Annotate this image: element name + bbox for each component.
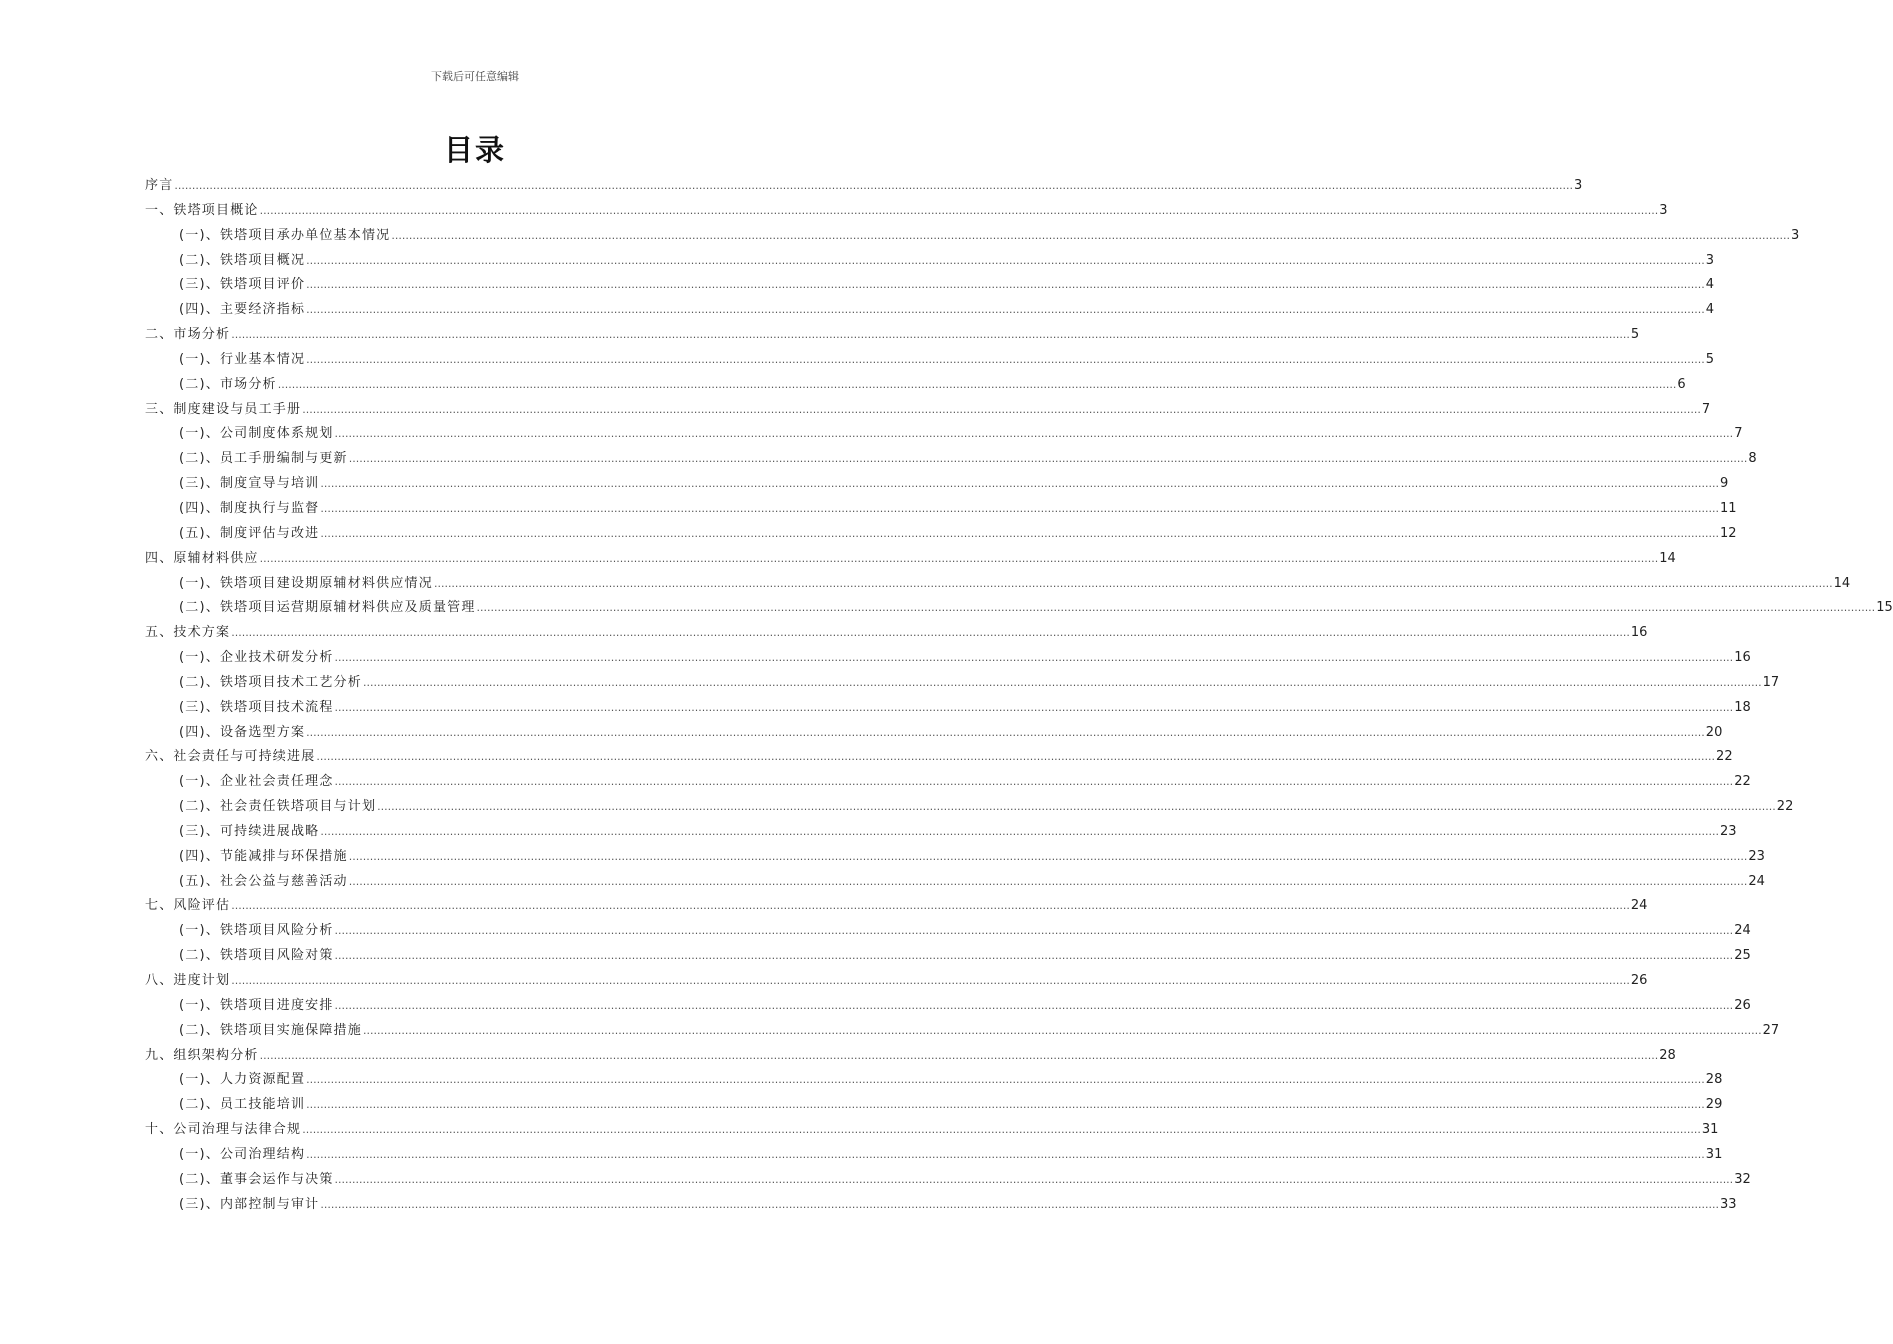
toc-entry[interactable] [145,472,1729,497]
toc-entry-label: 六、社会责任与可持续进展 [145,749,316,765]
toc-entry-label: (二)、市场分析 [179,376,277,392]
toc-dot-leader: ................................................................................................................................................................................................................................................................................................................................................................................................................ [320,1197,1719,1211]
toc-entry-label: (一)、铁塔项目风险分析 [179,923,334,939]
toc-entry-page: 33 [1719,1196,1737,1212]
toc-entry-page: 14 [1833,575,1851,591]
toc-entry-page: 23 [1748,848,1765,864]
toc-entry[interactable] [145,646,1751,671]
toc-dot-leader: ................................................................................................................................................................................................................................................................................................................................................................................................................ [362,1023,1762,1037]
toc-list [145,174,1893,1217]
toc-entry-page: 32 [1734,1171,1751,1187]
toc-entry-label: 十、公司治理与法律合规 [145,1122,302,1138]
toc-entry-page: 16 [1734,650,1751,666]
toc-entry-page: 18 [1734,699,1751,715]
toc-dot-leader: ................................................................................................................................................................................................................................................................................................................................................................................................................ [259,1048,1659,1062]
toc-entry[interactable] [145,447,1757,472]
toc-dot-leader: ................................................................................................................................................................................................................................................................................................................................................................................................................ [377,800,1776,814]
toc-entry[interactable] [145,1168,1751,1193]
toc-entry-label: (一)、企业技术研发分析 [179,650,334,666]
toc-entry[interactable] [145,273,1715,298]
toc-dot-leader: ................................................................................................................................................................................................................................................................................................................................................................................................................ [362,675,1762,689]
toc-entry-page: 14 [1659,550,1676,566]
toc-entry-page: 7 [1701,401,1711,417]
toc-entry[interactable] [145,696,1751,721]
toc-entry-label: (三)、铁塔项目评价 [179,277,306,293]
toc-dot-leader: ................................................................................................................................................................................................................................................................................................................................................................................................................ [231,626,1630,640]
toc-entry-page: 17 [1762,674,1780,690]
toc-entry-label: (一)、企业社会责任理念 [179,774,334,790]
toc-entry[interactable] [145,373,1686,398]
toc-entry-page: 23 [1719,823,1737,839]
toc-entry-label: (三)、制度宣导与培训 [179,476,320,492]
toc-dot-leader: ................................................................................................................................................................................................................................................................................................................................................................................................................ [334,427,1734,441]
toc-entry[interactable] [145,1044,1676,1069]
toc-dot-leader: ................................................................................................................................................................................................................................................................................................................................................................................................................ [302,402,1701,416]
toc-entry[interactable] [145,745,1733,770]
toc-dot-leader: ................................................................................................................................................................................................................................................................................................................................................................................................................ [306,278,1705,292]
toc-dot-leader: ................................................................................................................................................................................................................................................................................................................................................................................................................ [306,1073,1705,1087]
toc-entry[interactable] [145,919,1751,944]
toc-entry-label: (二)、董事会运作与决策 [179,1171,334,1187]
toc-entry[interactable] [145,1093,1723,1118]
toc-entry-page: 24 [1748,873,1765,889]
toc-entry[interactable] [145,870,1765,895]
toc-entry-page: 31 [1701,1122,1719,1138]
toc-dot-leader: ................................................................................................................................................................................................................................................................................................................................................................................................................ [320,526,1719,540]
toc-entry[interactable] [145,1068,1723,1093]
toc-dot-leader: ................................................................................................................................................................................................................................................................................................................................................................................................................ [306,253,1705,267]
toc-entry[interactable] [145,820,1737,845]
toc-entry-label: 八、进度计划 [145,973,231,988]
toc-entry[interactable] [145,348,1715,373]
toc-entry-page: 3 [1659,202,1668,218]
toc-entry-label: (二)、员工技能培训 [179,1097,306,1113]
toc-entry-label: 五、技术方案 [145,625,231,641]
toc-entry[interactable] [145,845,1765,870]
toc-entry[interactable] [145,969,1648,994]
toc-entry-page: 22 [1716,749,1733,765]
toc-dot-leader: ................................................................................................................................................................................................................................................................................................................................................................................................................ [316,750,1716,764]
toc-dot-leader: ................................................................................................................................................................................................................................................................................................................................................................................................................ [320,501,1719,515]
toc-dot-leader: ................................................................................................................................................................................................................................................................................................................................................................................................................ [334,998,1734,1012]
toc-entry[interactable] [145,224,1800,249]
toc-entry-page: 12 [1719,525,1737,541]
toc-entry-page: 22 [1734,774,1751,790]
toc-entry-page: 28 [1705,1072,1723,1088]
toc-entry-label: (二)、员工手册编制与更新 [179,451,348,467]
toc-entry-label: (二)、铁塔项目风险对策 [179,948,334,964]
toc-entry-label: (五)、制度评估与改进 [179,525,320,541]
toc-entry[interactable] [145,795,1794,820]
toc-entry-label: (一)、铁塔项目建设期原辅材料供应情况 [179,575,433,591]
toc-entry-page: 3 [1705,252,1715,268]
toc-dot-leader: ................................................................................................................................................................................................................................................................................................................................................................................................................ [277,377,1677,391]
toc-entry-page: 16 [1630,625,1648,641]
toc-entry-label: 三、制度建设与员工手册 [145,401,302,417]
toc-entry-label: (一)、行业基本情况 [179,351,306,367]
toc-entry-page: 4 [1705,302,1715,318]
toc-dot-leader: ................................................................................................................................................................................................................................................................................................................................................................................................................ [174,179,1574,192]
toc-entry-label: 七、风险评估 [145,898,231,914]
toc-entry[interactable] [145,721,1723,746]
toc-entry-page: 24 [1734,923,1751,939]
toc-entry-label: (三)、铁塔项目技术流程 [179,699,334,715]
toc-entry[interactable] [145,547,1676,572]
toc-entry[interactable] [145,323,1640,348]
toc-dot-leader: ................................................................................................................................................................................................................................................................................................................................................................................................................ [348,874,1748,888]
toc-entry[interactable] [145,944,1751,969]
toc-dot-leader: ................................................................................................................................................................................................................................................................................................................................................................................................................ [334,924,1734,938]
toc-dot-leader: ................................................................................................................................................................................................................................................................................................................................................................................................................ [334,700,1734,714]
toc-entry-label: (一)、人力资源配置 [179,1072,306,1088]
toc-dot-leader: ................................................................................................................................................................................................................................................................................................................................................................................................................ [334,775,1734,789]
toc-entry-page: 22 [1776,799,1794,815]
toc-entry-page: 3 [1790,227,1800,243]
toc-title: 目录 [443,133,506,167]
toc-entry-page: 26 [1734,997,1751,1013]
toc-entry-label: 二、市场分析 [145,327,231,343]
toc-entry-label: (二)、社会责任铁塔项目与计划 [179,799,377,815]
toc-entry-page: 20 [1705,724,1723,740]
toc-entry-page: 24 [1630,898,1648,914]
toc-entry-label: 四、原辅材料供应 [145,550,259,566]
toc-entry[interactable] [145,249,1715,274]
toc-entry-label: (二)、铁塔项目运营期原辅材料供应及质量管理 [179,600,476,616]
toc-dot-leader: ................................................................................................................................................................................................................................................................................................................................................................................................................ [348,849,1748,863]
toc-entry[interactable] [145,199,1668,224]
toc-entry-page: 7 [1734,426,1743,442]
toc-entry[interactable] [145,422,1743,447]
toc-entry-label: 序言 [145,178,174,193]
toc-entry-label: (一)、铁塔项目承办单位基本情况 [179,227,391,243]
toc-dot-leader: ................................................................................................................................................................................................................................................................................................................................................................................................................ [306,1098,1705,1112]
toc-dot-leader: ................................................................................................................................................................................................................................................................................................................................................................................................................ [334,651,1734,665]
toc-entry[interactable] [145,497,1737,522]
toc-entry-page: 28 [1659,1047,1676,1063]
toc-dot-leader: ................................................................................................................................................................................................................................................................................................................................................................................................................ [476,601,1876,615]
toc-entry[interactable] [145,894,1648,919]
toc-entry[interactable] [145,671,1780,696]
toc-dot-leader: ................................................................................................................................................................................................................................................................................................................................................................................................................ [334,1172,1734,1186]
toc-entry-page: 6 [1677,376,1686,392]
toc-entry-label: (二)、铁塔项目技术工艺分析 [179,674,362,690]
toc-entry-page: 27 [1762,1022,1780,1038]
toc-entry[interactable] [145,522,1737,547]
toc-entry-page: 8 [1748,451,1757,467]
toc-dot-leader: ................................................................................................................................................................................................................................................................................................................................................................................................................ [391,228,1790,242]
toc-entry[interactable] [145,1118,1719,1143]
toc-dot-leader: ................................................................................................................................................................................................................................................................................................................................................................................................................ [306,303,1705,317]
toc-entry[interactable] [145,298,1715,323]
toc-entry-label: (二)、铁塔项目实施保障措施 [179,1022,362,1038]
toc-entry-page: 26 [1630,973,1648,988]
toc-entry[interactable] [145,1019,1780,1044]
toc-entry-page: 11 [1719,500,1737,516]
toc-entry[interactable] [145,621,1648,646]
toc-entry-page: 15 [1876,600,1893,616]
toc-dot-leader: ................................................................................................................................................................................................................................................................................................................................................................................................................ [348,452,1748,466]
toc-dot-leader: ................................................................................................................................................................................................................................................................................................................................................................................................................ [433,576,1833,590]
toc-dot-leader: ................................................................................................................................................................................................................................................................................................................................................................................................................ [231,899,1630,913]
toc-entry-label: (一)、铁塔项目进度安排 [179,997,334,1013]
toc-dot-leader: ................................................................................................................................................................................................................................................................................................................................................................................................................ [231,328,1630,342]
toc-dot-leader: ................................................................................................................................................................................................................................................................................................................................................................................................................ [306,725,1705,739]
toc-entry-label: (四)、节能减排与环保措施 [179,848,348,864]
toc-entry-page: 3 [1574,178,1583,193]
toc-dot-leader: ................................................................................................................................................................................................................................................................................................................................................................................................................ [334,949,1734,963]
toc-entry-label: (三)、可持续进展战略 [179,823,320,839]
toc-entry-label: (四)、设备选型方案 [179,724,306,740]
toc-entry[interactable] [145,1193,1737,1218]
toc-entry-page: 4 [1705,277,1715,293]
toc-entry-label: (二)、铁塔项目概况 [179,252,306,268]
toc-entry-label: (一)、公司制度体系规划 [179,426,334,442]
toc-entry-label: (五)、社会公益与慈善活动 [179,873,348,889]
toc-entry[interactable] [145,994,1751,1019]
toc-entry-page: 5 [1705,351,1715,367]
toc-dot-leader: ................................................................................................................................................................................................................................................................................................................................................................................................................ [259,203,1659,217]
toc-entry[interactable] [145,572,1851,597]
toc-dot-leader: ................................................................................................................................................................................................................................................................................................................................................................................................................ [306,1147,1705,1161]
toc-dot-leader: ................................................................................................................................................................................................................................................................................................................................................................................................................ [320,824,1719,838]
toc-entry[interactable] [145,596,1893,621]
toc-entry[interactable] [145,770,1751,795]
toc-entry-label: (四)、主要经济指标 [179,302,306,318]
toc-entry-page: 31 [1705,1146,1723,1162]
toc-entry[interactable] [145,398,1711,423]
toc-entry-label: 一、铁塔项目概论 [145,202,259,218]
toc-entry-page: 5 [1630,327,1640,343]
toc-entry-label: (三)、内部控制与审计 [179,1196,320,1212]
toc-entry-label: (四)、制度执行与监督 [179,500,320,516]
toc-entry-page: 25 [1734,948,1751,964]
toc-entry-page: 29 [1705,1097,1723,1113]
toc-dot-leader: ................................................................................................................................................................................................................................................................................................................................................................................................................ [306,352,1705,366]
toc-entry-page: 9 [1719,476,1729,492]
toc-dot-leader: ................................................................................................................................................................................................................................................................................................................................................................................................................ [231,974,1630,987]
toc-entry-label: (一)、公司治理结构 [179,1146,306,1162]
toc-entry-label: 九、组织架构分析 [145,1047,259,1063]
toc-entry[interactable] [145,1143,1723,1168]
header-note: 下载后可任意编辑 [431,70,519,83]
toc-dot-leader: ................................................................................................................................................................................................................................................................................................................................................................................................................ [320,477,1719,491]
toc-dot-leader: ................................................................................................................................................................................................................................................................................................................................................................................................................ [302,1123,1701,1137]
toc-entry[interactable] [145,174,1583,199]
toc-dot-leader: ................................................................................................................................................................................................................................................................................................................................................................................................................ [259,551,1659,565]
